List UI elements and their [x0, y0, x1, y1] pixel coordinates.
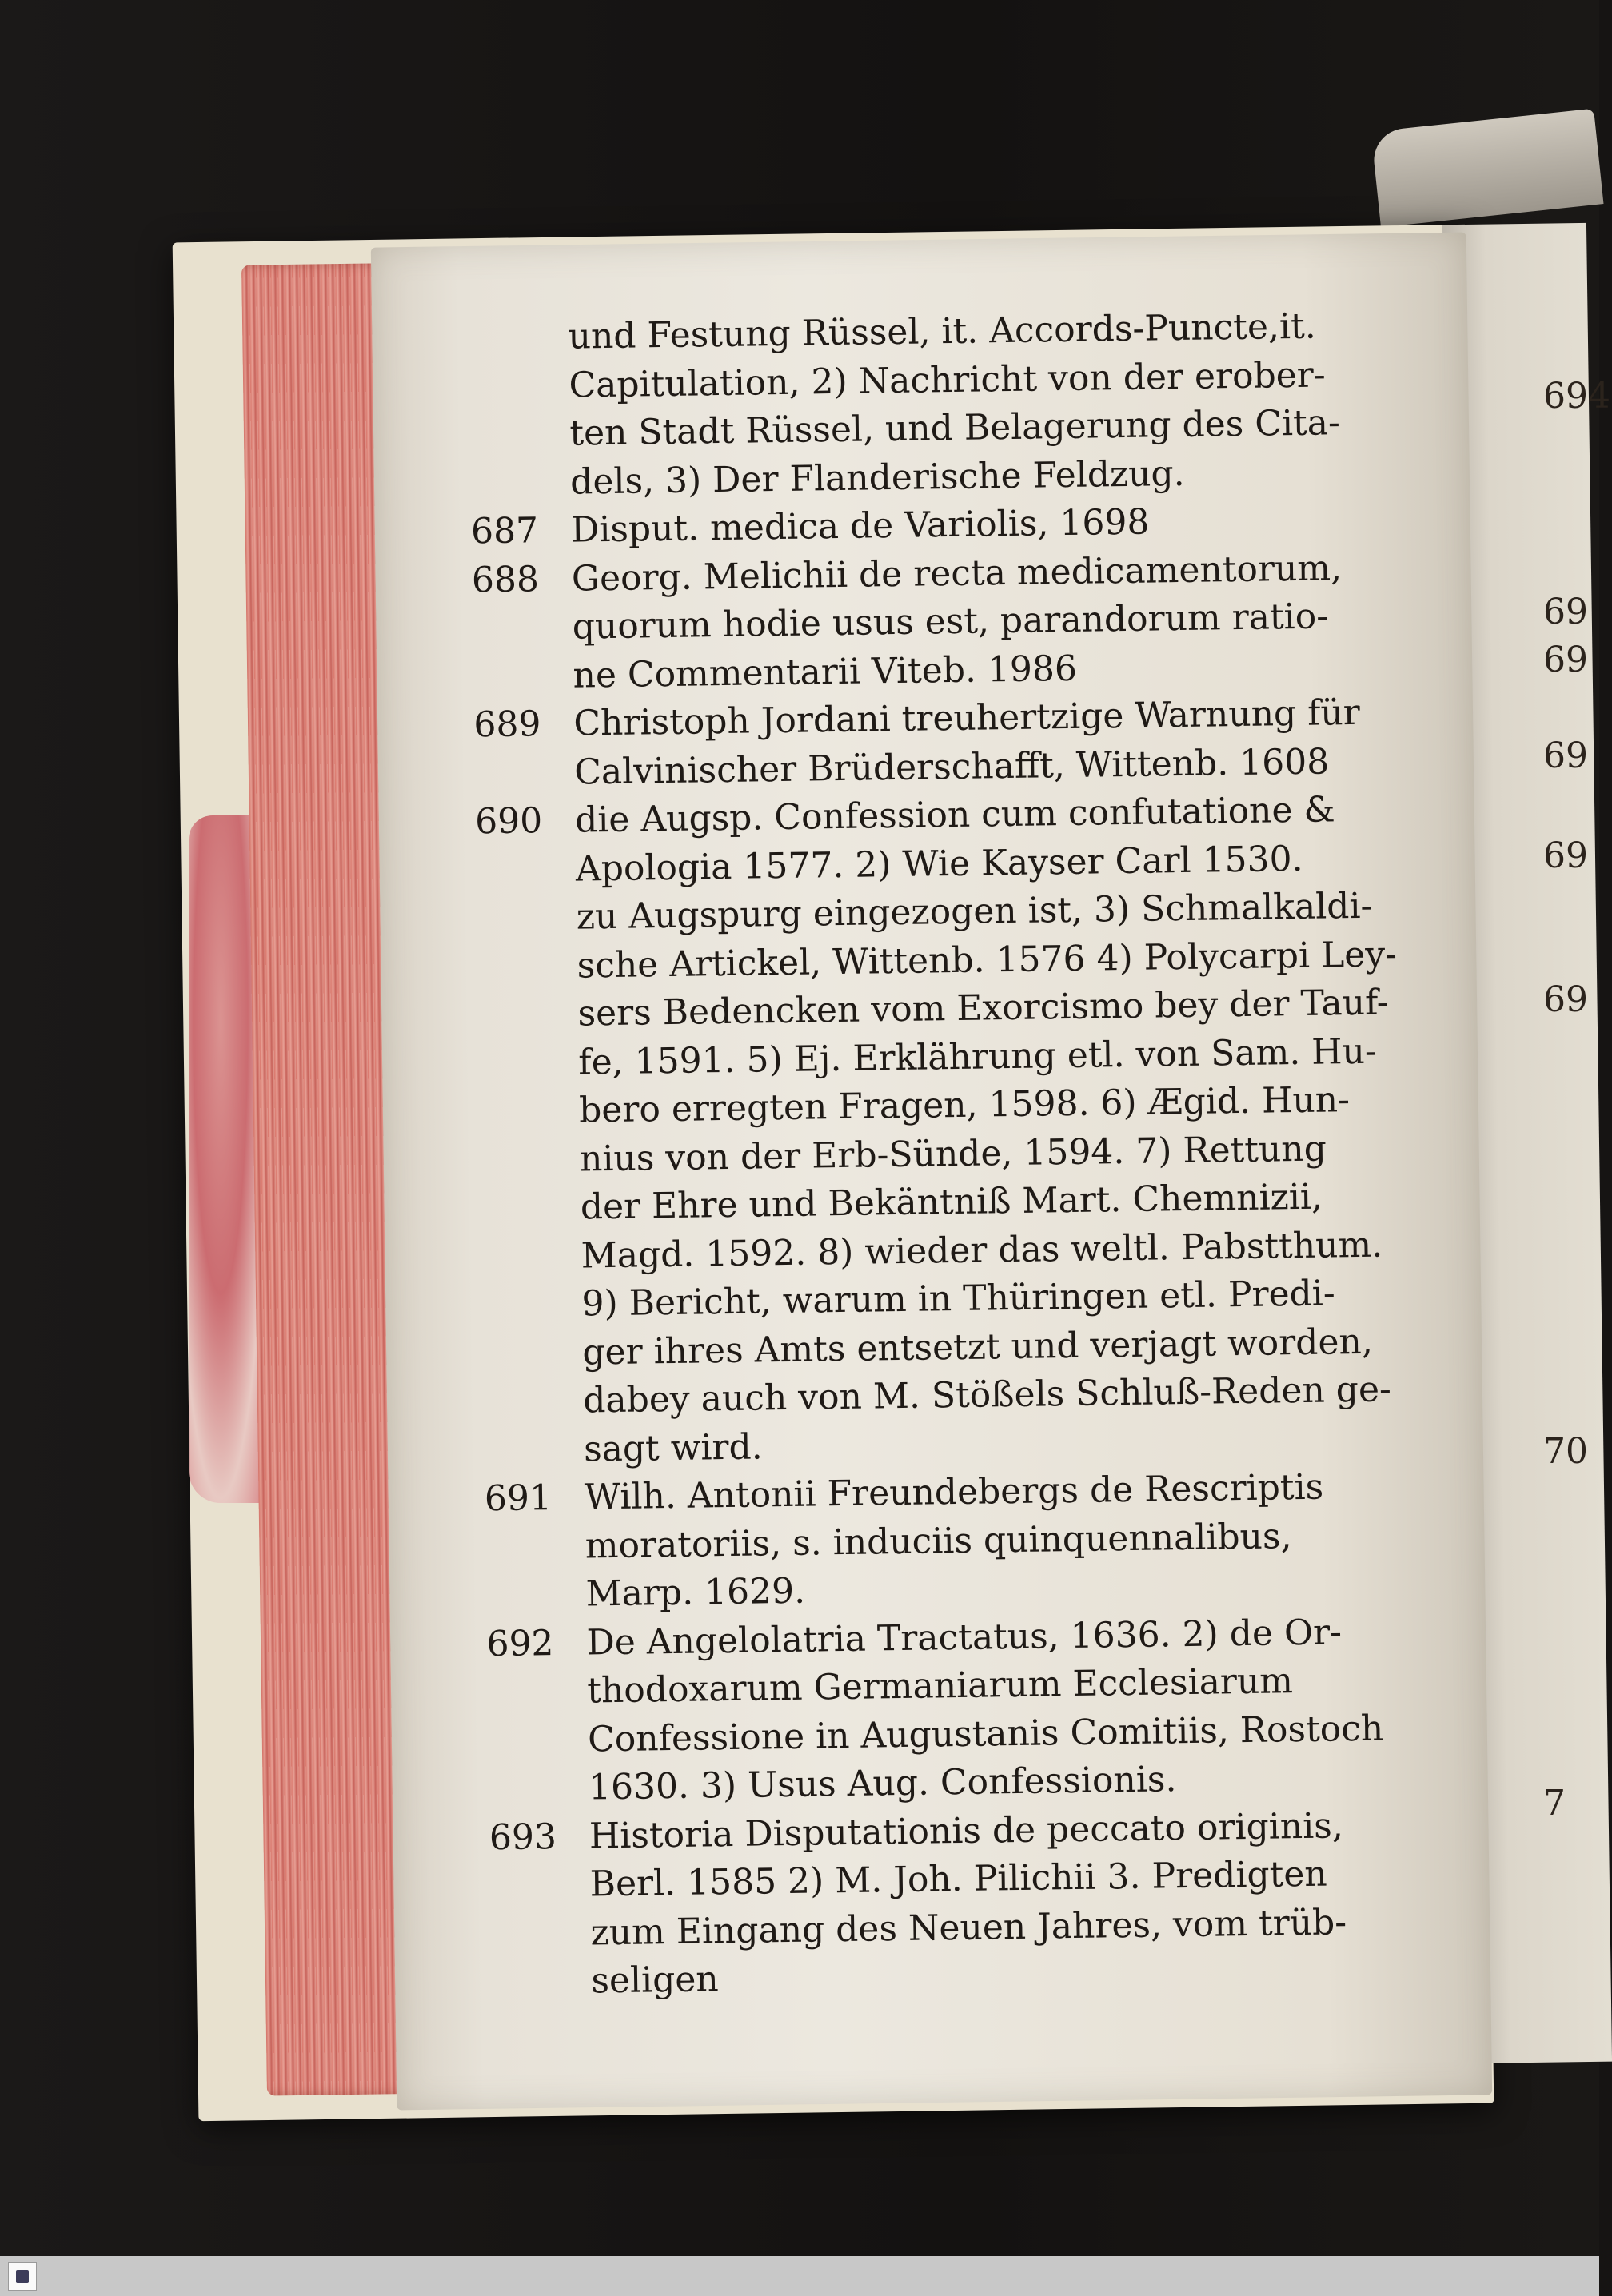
- entry-text: dels, 3) Der Flanderische Feldzug.: [569, 452, 1185, 503]
- library-logo-icon[interactable]: [8, 2262, 37, 2291]
- facing-page-number: 69: [1543, 979, 1588, 1020]
- catalog-text-block: [468, 301, 1442, 2007]
- entry-text: der Ehre und Bekäntniß Mart. Chemnizii,: [580, 1176, 1323, 1228]
- entry-text: bero erregten Fragen, 1598. 6) Ægid. Hun-: [578, 1079, 1351, 1131]
- facing-page-number: 69: [1543, 835, 1588, 876]
- entry-text: Georg. Melichii de recta medicamentorum,: [571, 547, 1343, 600]
- entry-text: fe, 1591. 5) Ej. Erklährung etl. von Sam. Hu-: [577, 1030, 1378, 1083]
- entry-text: nius von der Erb-Sünde, 1594. 7) Rettung: [579, 1128, 1327, 1180]
- entry-text: ten Stadt Rüssel, und Belagerung des Cita-: [569, 402, 1341, 454]
- entry-text: Calvinischer Brüderschafft, Wittenb. 1608: [573, 740, 1330, 793]
- entry-text: Berl. 1585 2) M. Joh. Pilichii 3. Predigten: [589, 1853, 1328, 1905]
- facing-page-number: 7: [1543, 1783, 1566, 1824]
- entry-number: 688: [471, 558, 540, 600]
- entry-text: Magd. 1592. 8) wieder das weltl. Pabstthum.: [581, 1224, 1383, 1277]
- entry-text: seligen: [591, 1959, 720, 2002]
- entry-text: die Augsp. Confession cum confutatione &: [574, 789, 1335, 841]
- entry-text: Capitulation, 2) Nachricht von der erober-: [569, 353, 1326, 406]
- entry-text: moratoriis, s. induciis quinquennalibus,: [585, 1515, 1292, 1567]
- entry-text: und Festung Rüssel, it. Accords-Puncte,it.: [568, 305, 1317, 357]
- entry-text: sagt wird.: [583, 1425, 764, 1470]
- entry-text: quorum hodie usus est, parandorum ratio-: [572, 596, 1329, 648]
- entry-text: De Angelolatria Tractatus, 1636. 2) de Or-: [586, 1611, 1343, 1664]
- entry-text: 1630. 3) Usus Aug. Confessionis.: [588, 1759, 1177, 1808]
- facing-page-number: 694: [1543, 376, 1610, 417]
- entry-number: 692: [486, 1622, 554, 1664]
- entry-text: zum Eingang des Neuen Jahres, vom trüb-: [590, 1901, 1347, 1953]
- entry-number: 689: [473, 704, 541, 746]
- entry-text: Apologia 1577. 2) Wie Kayser Carl 1530.: [575, 838, 1303, 890]
- entry-text: Christoph Jordani treuhertzige Warnung für: [573, 692, 1361, 744]
- facing-page-number: 69: [1543, 735, 1588, 776]
- entry-text: Marp. 1629.: [585, 1570, 806, 1615]
- entry-number: 691: [484, 1477, 553, 1520]
- entry-text: Wilh. Antonii Freundebergs de Rescriptis: [584, 1466, 1324, 1518]
- entry-text: Disput. medica de Variolis, 1698: [570, 501, 1150, 551]
- entry-text: thodoxarum Germaniarum Ecclesiarum: [586, 1660, 1294, 1712]
- viewer-footer-bar: [0, 2256, 1599, 2296]
- entry-number: 693: [489, 1816, 557, 1858]
- entry-text: Confessione in Augustanis Comitiis, Rostoch: [587, 1708, 1384, 1760]
- entry-text: Historia Disputationis de peccato originis,: [589, 1804, 1344, 1856]
- entry-text: dabey auch von M. Stößels Schluß-Reden ge-: [582, 1369, 1392, 1421]
- entry-text: sche Artickel, Wittenb. 1576 4) Polycarpi Ley-: [577, 933, 1398, 987]
- facing-page-number: 70: [1543, 1431, 1588, 1472]
- entry-text: sers Bedencken vom Exorcismo bey der Tauf-: [577, 982, 1389, 1034]
- entry-text: 9) Bericht, warum in Thüringen etl. Predi-: [581, 1273, 1336, 1325]
- facing-page-number: 69: [1543, 640, 1588, 680]
- facing-page-number: 69: [1543, 592, 1588, 632]
- entry-number: 690: [474, 800, 543, 843]
- entry-text: ne Commentarii Viteb. 1986: [573, 648, 1078, 696]
- entry-text: ger ihres Amts entsetzt und verjagt worden,: [582, 1321, 1374, 1373]
- entry-text: zu Augspurg eingezogen ist, 3) Schmalkaldi-: [576, 885, 1373, 938]
- entry-number: 687: [470, 510, 539, 552]
